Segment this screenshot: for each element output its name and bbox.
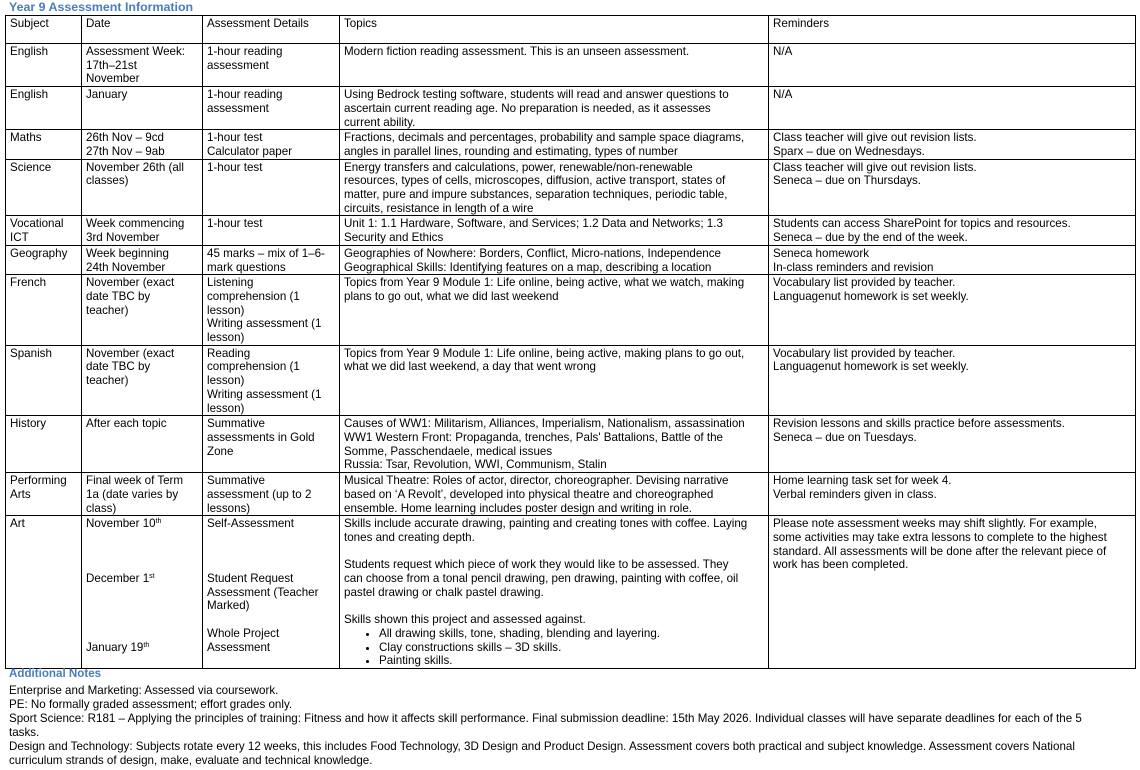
topics-cell-line: ensemble. Home learning includes poster design and writing in role. <box>344 501 693 515</box>
subject-cell-line: Performing <box>10 474 67 488</box>
topics-cell-line: based on ‘A Revolt’, developed into physical theatre and choreographed <box>344 487 714 501</box>
topics-cell <box>340 130 769 159</box>
header-date: Date <box>82 16 203 44</box>
table-row <box>6 159 1136 216</box>
page-title: Year 9 Assessment Information <box>9 0 194 14</box>
subject-cell-line: Geography <box>10 246 68 260</box>
art-topic-line: tones and creating depth. <box>344 530 475 544</box>
table-row <box>6 245 1136 274</box>
subject-cell-line: History <box>10 417 47 431</box>
header-subject: Subject <box>6 16 82 44</box>
reminders-cell-line: Students can access SharePoint for topics and resources. <box>773 217 1071 231</box>
art-detail-line: Whole Project <box>207 627 280 641</box>
subject-cell <box>6 275 82 346</box>
date-cell-line: November (exact <box>86 276 175 290</box>
topics-cell-line: Security and Ethics <box>344 231 444 245</box>
reminders-cell <box>769 216 1136 245</box>
reminders-cell-line: Revision lessons and skills practice before assessments. <box>773 417 1065 431</box>
details-cell <box>203 245 340 274</box>
note-item <box>9 712 1134 740</box>
art-detail-group <box>207 517 335 531</box>
details-cell-line: 1-hour reading <box>207 45 283 58</box>
details-cell-line: 45 marks – mix of 1–6- <box>207 246 325 260</box>
date-cell-line: After each topic <box>86 417 167 431</box>
date-cell <box>82 275 203 346</box>
reminders-cell-line: Languagenut homework is set weekly. <box>773 289 969 303</box>
table-row <box>6 216 1136 245</box>
details-cell <box>203 44 340 87</box>
details-cell-line: assessments in Gold <box>207 430 315 444</box>
table-row-art <box>6 516 1136 669</box>
details-cell-line: 1-hour test <box>207 217 263 231</box>
topics-cell <box>340 275 769 346</box>
details-cell-line: mark questions <box>207 260 286 274</box>
date-cell <box>82 416 203 473</box>
details-cell-line: Calculator paper <box>207 144 293 158</box>
subject-cell <box>6 44 82 87</box>
table-row <box>6 345 1136 416</box>
topics-cell-line: Topics from Year 9 Module 1: Life online, being active, what we watch, making <box>344 276 745 290</box>
subject-cell <box>6 473 82 516</box>
details-cell-line: lesson) <box>207 401 245 415</box>
date-cell-line: Assessment Week: <box>86 45 186 58</box>
table-row <box>6 275 1136 346</box>
subject-cell <box>6 130 82 159</box>
date-cell-line: 1a (date varies by <box>86 487 179 501</box>
details-cell-line: Zone <box>207 444 234 458</box>
details-cell-line: 1-hour test <box>207 131 263 145</box>
reminders-cell <box>769 516 1136 669</box>
reminders-cell-line: N/A <box>773 45 793 58</box>
table-row <box>6 44 1136 87</box>
art-date-text: January 19 <box>86 640 144 654</box>
topics-cell-line: angles in parallel lines, rounding and estimating, types of number <box>344 144 678 158</box>
date-cell-line: Week commencing <box>86 217 185 231</box>
details-cell <box>203 159 340 216</box>
subject-cell <box>6 416 82 473</box>
subject-cell-line: Maths <box>10 131 42 145</box>
details-cell-line: Summative <box>207 417 265 431</box>
table-row <box>6 473 1136 516</box>
topics-cell <box>340 516 769 669</box>
date-cell <box>82 245 203 274</box>
reminders-cell <box>769 345 1136 416</box>
date-cell <box>82 159 203 216</box>
note-line: tasks. <box>9 726 40 739</box>
subject-cell-line: Science <box>10 160 52 174</box>
details-cell-line: 1-hour test <box>207 160 263 174</box>
art-topic-line: can choose from a tonal pencil drawing, pen drawing, painting with coffee, oil <box>344 572 739 585</box>
skills-list-item: • Painting skills. <box>379 654 764 668</box>
reminders-cell-line: In-class reminders and revision <box>773 260 934 274</box>
reminders-cell <box>769 473 1136 516</box>
details-cell-line: Listening <box>207 276 254 290</box>
topics-cell-line: matter, pure and impure substances, separation techniques, periodic table, <box>344 188 728 202</box>
date-cell-line: classes) <box>86 174 129 188</box>
table-row <box>6 416 1136 473</box>
subject-cell <box>6 87 82 130</box>
reminders-cell-line: Sparx – due on Wednesdays. <box>773 144 925 158</box>
art-date <box>86 517 198 531</box>
details-cell <box>203 130 340 159</box>
reminders-cell <box>769 159 1136 216</box>
date-cell-line: January <box>86 88 128 102</box>
reminders-cell-line: some activities may take extra lessons to complete to the highest <box>773 530 1107 544</box>
details-cell <box>203 87 340 130</box>
date-cell-line: November <box>86 72 140 86</box>
topics-cell <box>340 473 769 516</box>
table-row <box>6 130 1136 159</box>
skills-list-item: • All drawing skills, tone, shading, blending and layering. <box>379 627 764 641</box>
note-line: Sport Science: R181 – Applying the principles of training: Fitness and how it affects skill performance. Final submission deadline: 15th May 2026. Individual classes will have separate deadlines for each of the 5 <box>9 712 1082 725</box>
date-cell-line: 3rd November <box>86 231 160 245</box>
subject-cell-line: Arts <box>10 487 31 501</box>
reminders-cell <box>769 44 1136 87</box>
date-cell-line: teacher) <box>86 374 129 388</box>
date-cell-line: date TBC by <box>86 360 151 374</box>
art-date-text: November 10 <box>86 517 156 531</box>
reminders-cell-line: N/A <box>773 88 793 102</box>
topics-cell <box>340 345 769 416</box>
header-reminders: Reminders <box>769 16 1136 44</box>
reminders-cell-line: Vocabulary list provided by teacher. <box>773 276 956 290</box>
header-topics: Topics <box>340 16 769 44</box>
details-cell <box>203 345 340 416</box>
skills-list-item: • Clay constructions skills – 3D skills. <box>379 641 764 655</box>
date-cell-line: class) <box>86 501 117 515</box>
note-line: Design and Technology: Subjects rotate every 12 weeks, this includes Food Technology, 3D Design and Product Design. Assessment covers both practical and subject knowledge. Assessment covers National <box>9 740 1075 753</box>
reminders-cell-line: Seneca – due by the end of the week. <box>773 231 968 245</box>
topics-cell <box>340 245 769 274</box>
reminders-cell <box>769 416 1136 473</box>
details-cell-line: lesson) <box>207 331 245 345</box>
details-cell <box>203 216 340 245</box>
art-topic-line: Skills include accurate drawing, painting and creating tones with coffee. Laying <box>344 517 748 531</box>
art-detail-line: Assessment (Teacher <box>207 585 319 599</box>
details-cell-line: Reading <box>207 346 251 360</box>
topics-cell-line: plans to go out, what we did last weekend <box>344 289 559 303</box>
note-line: curriculum strands of design, make, evaluate and technical knowledge. <box>9 754 373 767</box>
date-cell <box>82 44 203 87</box>
art-topic-line: pastel drawing or chalk pastel drawing. <box>344 585 544 599</box>
header-assessment-details: Assessment Details <box>203 16 340 44</box>
assessment-table <box>5 15 1136 669</box>
date-cell-line: November 26th (all <box>86 160 184 174</box>
subject-cell-line: ICT <box>10 231 29 245</box>
note-item <box>9 740 1134 768</box>
topics-cell-line: WW1 Western Front: Propaganda, trenches, Pals' Battalions, Battle of the <box>344 430 723 444</box>
details-cell <box>203 416 340 473</box>
paragraph-gap <box>344 599 764 613</box>
topics-cell-line: Somme, Passchendaele, medical issues <box>344 444 553 458</box>
art-date-suffix: th <box>155 518 162 526</box>
subject-cell <box>6 245 82 274</box>
art-detail-line: Assessment <box>207 640 271 654</box>
reminders-cell-line: work has been completed. <box>773 558 909 572</box>
subject-cell-line: Spanish <box>10 346 52 360</box>
header-row <box>6 16 1136 44</box>
topics-cell-line: Geographies of Nowhere: Borders, Conflict, Micro-nations, Independence <box>344 246 722 260</box>
paragraph-gap <box>344 545 764 559</box>
topics-cell <box>340 44 769 87</box>
art-date-suffix: st <box>149 572 155 580</box>
topics-cell-line: Energy transfers and calculations, power, renewable/non-renewable <box>344 160 693 174</box>
reminders-cell <box>769 87 1136 130</box>
reminders-cell-line: Vocabulary list provided by teacher. <box>773 346 956 360</box>
subject-cell <box>6 216 82 245</box>
reminders-cell-line: Seneca – due on Tuesdays. <box>773 430 917 444</box>
reminders-cell-line: standard. All assessments will be done after the relevant piece of <box>773 544 1107 558</box>
date-cell-line: Week beginning <box>86 246 169 260</box>
details-cell-line: assessment <box>207 58 269 72</box>
subject-cell <box>6 345 82 416</box>
art-detail-line: Self-Assessment <box>207 517 294 531</box>
art-date <box>86 641 198 655</box>
topics-cell-line: Fractions, decimals and percentages, probability and sample space diagrams, <box>344 131 745 145</box>
details-cell-line: comprehension (1 <box>207 360 300 374</box>
details-cell-line: 1-hour reading <box>207 88 283 102</box>
date-cell <box>82 516 203 669</box>
details-cell-line: lesson) <box>207 303 245 317</box>
art-topic-line: Students request which piece of work they would like to be assessed. They <box>344 558 729 572</box>
topics-cell-line: Topics from Year 9 Module 1: Life online, being active, making plans to go out, <box>344 346 745 360</box>
date-cell-line: 24th November <box>86 260 166 274</box>
notes-title: Additional Notes <box>9 667 102 680</box>
date-cell-line: 27th Nov – 9ab <box>86 144 165 158</box>
date-cell <box>82 345 203 416</box>
details-cell <box>203 275 340 346</box>
topics-cell-line: circuits, resistance in length of a wire <box>344 201 534 215</box>
topics-cell-line: Geographical Skills: Identifying features on a map, describing a location <box>344 260 712 274</box>
topics-cell <box>340 416 769 473</box>
subject-cell <box>6 159 82 216</box>
subject-cell-line: Art <box>10 517 25 531</box>
date-cell-line: November (exact <box>86 346 175 360</box>
details-cell-line: assessment <box>207 101 269 115</box>
reminders-cell <box>769 245 1136 274</box>
topics-cell <box>340 159 769 216</box>
topics-cell-line: resources, types of cells, microscopes, diffusion, active transport, states of <box>344 174 726 188</box>
notes-list <box>9 684 1134 768</box>
topics-cell <box>340 87 769 130</box>
details-cell <box>203 516 340 669</box>
reminders-cell-line: Please note assessment weeks may shift slightly. For example, <box>773 517 1097 531</box>
art-detail-group <box>207 627 335 654</box>
topics-cell-line: ascertain current reading age. No preparation is needed, as it assesses <box>344 101 711 115</box>
date-cell-line: 26th Nov – 9cd <box>86 131 164 145</box>
date-cell-line: teacher) <box>86 303 129 317</box>
note-line: Enterprise and Marketing: Assessed via coursework. <box>9 684 279 697</box>
art-date <box>86 572 198 586</box>
reminders-cell-line: Languagenut homework is set weekly. <box>773 360 969 374</box>
reminders-cell-line: Seneca – due on Thursdays. <box>773 174 922 188</box>
topics-cell-line: Musical Theatre: Roles of actor, director, choreographer. Devising narrative <box>344 474 729 488</box>
additional-notes <box>9 667 1134 768</box>
note-line: PE: No formally graded assessment; effort grades only. <box>9 698 293 711</box>
art-detail-line: Marked) <box>207 599 250 613</box>
reminders-cell <box>769 130 1136 159</box>
topics-cell-line: Russia: Tsar, Revolution, WWI, Communism, Stalin <box>344 458 607 472</box>
date-cell <box>82 473 203 516</box>
details-cell-line: comprehension (1 <box>207 289 300 303</box>
topics-cell <box>340 216 769 245</box>
note-item <box>9 684 1134 698</box>
details-cell-line: assessment (up to 2 <box>207 487 312 501</box>
reminders-cell-line: Verbal reminders given in class. <box>773 487 937 501</box>
art-date-suffix: th <box>143 641 150 649</box>
date-cell <box>82 130 203 159</box>
topics-cell-line: Modern fiction reading assessment. This is an unseen assessment. <box>344 45 690 58</box>
date-cell-line: Final week of Term <box>86 474 184 488</box>
art-date-text: December 1 <box>86 571 150 585</box>
reminders-cell-line: Seneca homework <box>773 246 870 260</box>
skills-list <box>344 627 764 668</box>
subject-cell-line: French <box>10 276 47 290</box>
topics-cell-line: Unit 1: 1.1 Hardware, Software, and Services; 1.2 Data and Networks; 1.3 <box>344 217 723 231</box>
details-cell-line: lesson) <box>207 374 245 388</box>
details-cell-line: Summative <box>207 474 265 488</box>
note-item <box>9 698 1134 712</box>
topics-cell-line: what we did last weekend, a day that went wrong <box>344 360 596 374</box>
details-cell-line: Writing assessment (1 <box>207 387 322 401</box>
date-cell <box>82 87 203 130</box>
art-topic-line: Skills shown this project and assessed against. <box>344 613 586 627</box>
topics-cell-line: Using Bedrock testing software, students will read and answer questions to <box>344 88 729 102</box>
art-detail-line: Student Request <box>207 571 294 585</box>
subject-cell-line: English <box>10 45 49 58</box>
date-cell <box>82 216 203 245</box>
details-cell-line: lessons) <box>207 501 251 515</box>
topics-cell-line: Causes of WW1: Militarism, Alliances, Imperialism, Nationalism, assassination <box>344 417 745 431</box>
date-cell-line: date TBC by <box>86 289 151 303</box>
subject-cell-line: Vocational <box>10 217 64 231</box>
art-detail-group <box>207 572 335 613</box>
date-cell-line: 17th–21st <box>86 58 137 72</box>
reminders-cell-line: Home learning task set for week 4. <box>773 474 952 488</box>
subject-cell-line: English <box>10 88 49 102</box>
topics-cell-line: current ability. <box>344 115 416 129</box>
table-row <box>6 87 1136 130</box>
subject-cell <box>6 516 82 669</box>
reminders-cell-line: Class teacher will give out revision lists. <box>773 160 977 174</box>
reminders-cell <box>769 275 1136 346</box>
details-cell-line: Writing assessment (1 <box>207 317 322 331</box>
details-cell <box>203 473 340 516</box>
reminders-cell-line: Class teacher will give out revision lists. <box>773 131 977 145</box>
